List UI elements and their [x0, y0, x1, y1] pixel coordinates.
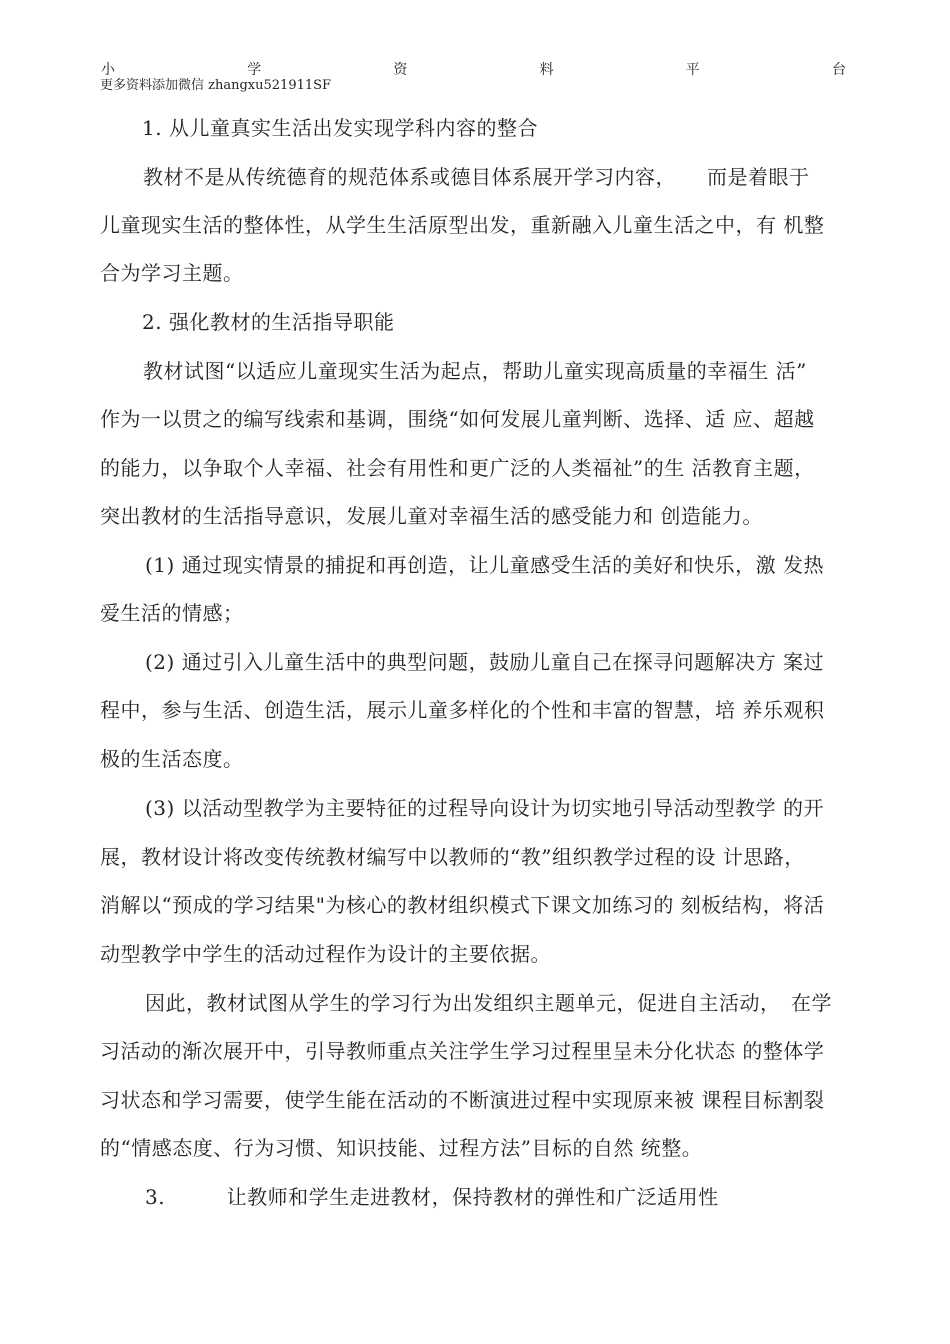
paragraph-line: 动型教学中学生的活动过程作为设计的主要依据。 [100, 942, 551, 966]
paragraph-line: 作为一以贯之的编写线索和基调，围绕“如何发展儿童判断、选择、适 应、超越 [100, 407, 815, 431]
paragraph-line: 爱生活的情感； [100, 601, 244, 625]
header-char: 资 [393, 62, 408, 78]
list-item-3: (3) 以活动型教学为主要特征的过程导向设计为切实地引导活动型教学 的开 [145, 796, 825, 820]
list-item-2: (2) 通过引入儿童生活中的典型问题，鼓励儿童自己在探寻问题解决方 案过 [145, 650, 825, 674]
paragraph-line: 程中，参与生活、创造生活，展示儿童多样化的个性和丰富的智慧，培 养乐观积 [100, 698, 825, 722]
paragraph-line: 习活动的渐次展开中，引导教师重点关注学生学习过程里呈未分化状态 的整体学 [100, 1039, 825, 1063]
wechat-contact-line: 更多资料添加微信 zhangxu521911SF [100, 78, 332, 93]
section-heading-1: 1. 从儿童真实生活出发实现学科内容的整合 [142, 116, 538, 140]
header-char: 小 [101, 62, 115, 78]
header-char: 学 [247, 62, 262, 78]
paragraph-line: 突出教材的生活指导意识，发展儿童对幸福生活的感受能力和 创造能力。 [100, 504, 763, 528]
header-char: 料 [539, 62, 554, 78]
header-char: 台 [831, 62, 846, 78]
paragraph-line: 的“情感态度、行为习惯、知识技能、过程方法”目标的自然 统整。 [100, 1136, 703, 1160]
paragraph-line: 因此，教材试图从学生的学习行为出发组织主题单元，促进自主活动， 在学 [145, 991, 832, 1015]
paragraph-line: 展，教材设计将改变传统教材编写中以教师的“教”组织教学过程的设 计思路， [100, 845, 805, 869]
paragraph-line: 合为学习主题。 [100, 261, 244, 285]
section-heading-2: 2. 强化教材的生活指导职能 [142, 310, 395, 334]
paragraph-line: 习状态和学习需要，使学生能在活动的不断演进过程中实现原来被 课程目标割裂 [100, 1088, 825, 1112]
paragraph-line: 的能力，以争取个人幸福、社会有用性和更广泛的人类福祉”的生 活教育主题， [100, 456, 815, 480]
paragraph-line: 儿童现实生活的整体性，从学生生活原型出发，重新融入儿童生活之中，有 机整 [100, 213, 825, 237]
header-char: 平 [685, 62, 700, 78]
section-heading-3: 3. 让教师和学生走进教材，保持教材的弹性和广泛适用性 [145, 1185, 719, 1209]
paragraph-line: 教材试图“以适应儿童现实生活为起点，帮助儿童实现高质量的幸福生 活” [143, 359, 807, 383]
list-item-1: (1) 通过现实情景的捕捉和再创造，让儿童感受生活的美好和快乐，激 发热 [145, 553, 825, 577]
paragraph-line: 教材不是从传统德育的规范体系或德目体系展开学习内容， 而是着眼于 [143, 165, 810, 189]
paragraph-line: 消解以“预成的学习结果"为核心的教材组织模式下课文加练习的 刻板结构，将活 [100, 893, 825, 917]
paragraph-line: 极的生活态度。 [100, 747, 244, 771]
